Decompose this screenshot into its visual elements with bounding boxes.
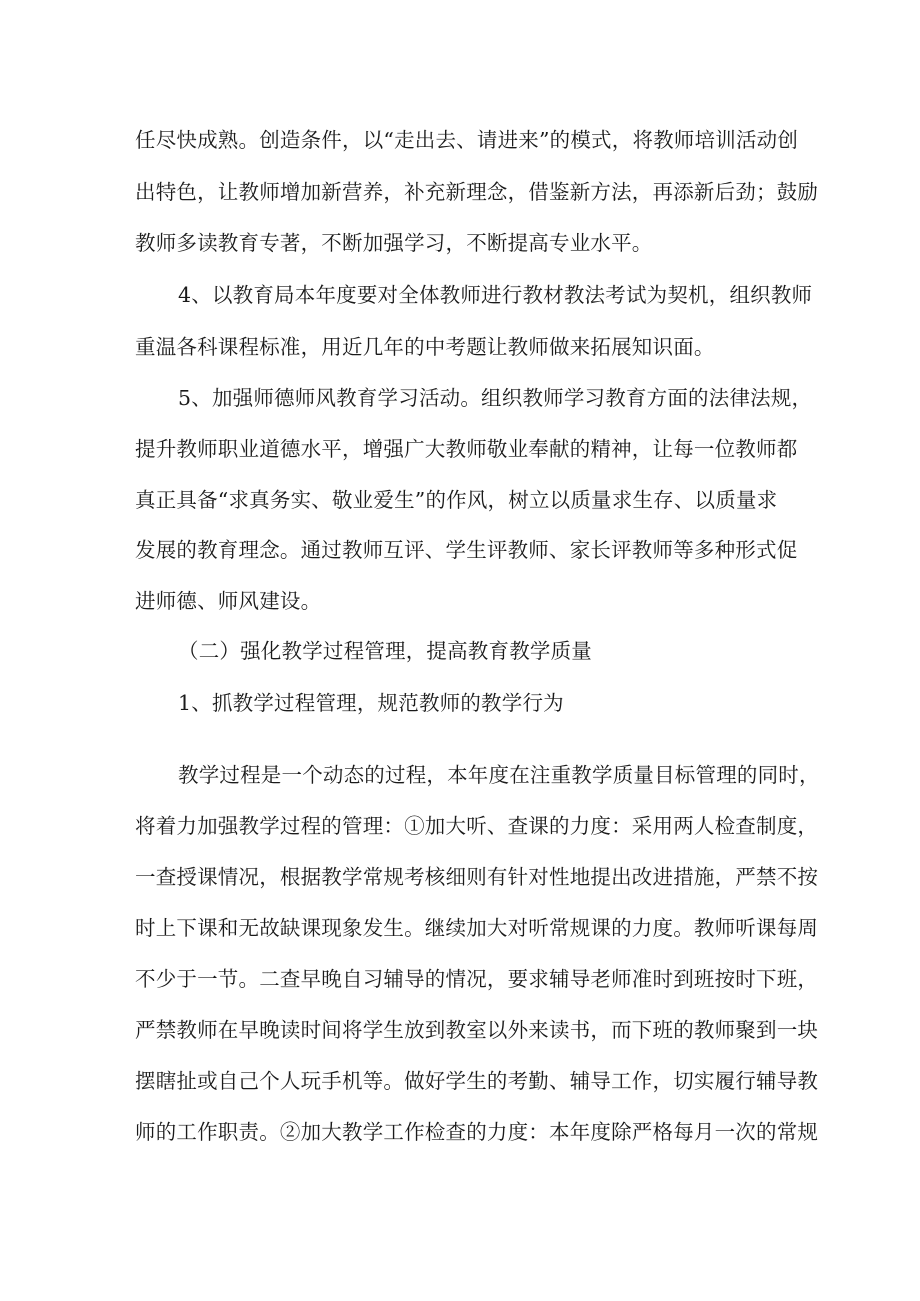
para-process-line-7: 摆瞎扯或自己个人玩手机等。做好学生的考勤、辅导工作，切实履行辅导教: [135, 1069, 819, 1093]
para-intro-line-3: 教师多读教育专著，不断加强学习，不断提高专业水平。: [135, 231, 653, 255]
para-intro-line-1: 任尽快成熟。创造条件，以“走出去、请进来”的模式，将教师培训活动创: [135, 128, 799, 152]
item-4-line-1: 4、以教育局本年度要对全体教师进行教材教法考试为契机，组织教师: [178, 283, 813, 307]
para-process-line-1: 教学过程是一个动态的过程，本年度在注重教学质量目标管理的同时，: [178, 763, 820, 787]
para-process-line-6: 严禁教师在早晚读时间将学生放到教室以外来读书，而下班的教师聚到一块: [135, 1018, 819, 1042]
item-5-line-1: 5、加强师德师风教育学习活动。组织教师学习教育方面的法律法规，: [178, 386, 813, 410]
section-heading: （二）强化教学过程管理，提高教育教学质量: [178, 639, 592, 663]
subheading-1: 1、抓教学过程管理，规范教师的教学行为: [178, 691, 564, 715]
para-process-line-8: 师的工作职责。②加大教学工作检查的力度：本年度除严格每月一次的常规: [135, 1120, 819, 1144]
item-5-line-3: 真正具备“求真务实、敬业爱生”的作风，树立以质量求生存、以质量求: [135, 488, 778, 512]
item-5-line-4: 发展的教育理念。通过教师互评、学生评教师、家长评教师等多种形式促: [135, 538, 798, 562]
para-process-line-4: 时上下课和无故缺课现象发生。继续加大对听常规课的力度。教师听课每周: [135, 916, 819, 940]
item-5-line-5: 进师德、师风建设。: [135, 589, 322, 613]
para-process-line-2: 将着力加强教学过程的管理：①加大听、查课的力度：采用两人检查制度，: [135, 814, 819, 838]
item-4-line-2: 重温各科课程标准，用近几年的中考题让教师做来拓展知识面。: [135, 335, 715, 359]
para-process-line-3: 一查授课情况，根据教学常规考核细则有针对性地提出改进措施，严禁不按: [135, 865, 819, 889]
para-process-line-5: 不少于一节。二查早晚自习辅导的情况，要求辅导老师准时到班按时下班，: [135, 967, 819, 991]
para-intro-line-2: 出特色，让教师增加新营养，补充新理念，借鉴新方法，再添新后劲；鼓励: [135, 180, 819, 204]
item-5-line-2: 提升教师职业道德水平，增强广大教师敬业奉献的精神，让每一位教师都: [135, 437, 798, 461]
